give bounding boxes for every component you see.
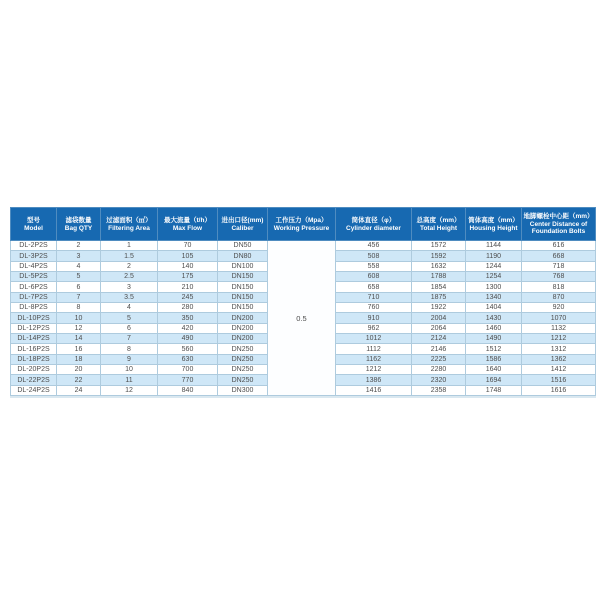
cell: 2064: [412, 323, 466, 333]
cell: 2004: [412, 313, 466, 323]
cell: 1632: [412, 261, 466, 271]
model-cell: DL-2P2S: [11, 241, 57, 251]
cell: 2225: [412, 354, 466, 364]
cell: 16: [57, 344, 101, 354]
cell: 1386: [336, 375, 412, 385]
cell: 1616: [522, 385, 596, 395]
cell: 12: [57, 323, 101, 333]
cell: 1430: [466, 313, 522, 323]
cell: DN150: [218, 282, 268, 292]
column-header: 型号 Model: [11, 208, 57, 241]
column-header: 工作压力（Mpa） Working Pressure: [268, 208, 336, 241]
cell: 1112: [336, 344, 412, 354]
cell: 710: [336, 292, 412, 302]
model-cell: DL-3P2S: [11, 251, 57, 261]
cell: 770: [158, 375, 218, 385]
cell: 1854: [412, 282, 466, 292]
cell: 1070: [522, 313, 596, 323]
cell: 490: [158, 334, 218, 344]
cell: 456: [336, 241, 412, 251]
cell: 1.5: [101, 251, 158, 261]
cell: 1144: [466, 241, 522, 251]
cell: 6: [101, 323, 158, 333]
cell: 1490: [466, 334, 522, 344]
model-cell: DL-5P2S: [11, 272, 57, 282]
cell: 1012: [336, 334, 412, 344]
cell: 105: [158, 251, 218, 261]
cell: 1875: [412, 292, 466, 302]
cell: 1922: [412, 303, 466, 313]
cell: 700: [158, 365, 218, 375]
cell: 1572: [412, 241, 466, 251]
cell: 2320: [412, 375, 466, 385]
cell: 1412: [522, 365, 596, 375]
cell: 1300: [466, 282, 522, 292]
cell: 10: [101, 365, 158, 375]
column-header: 进出口径(mm) Caliber: [218, 208, 268, 241]
cell: 870: [522, 292, 596, 302]
cell: DN250: [218, 375, 268, 385]
table-body: [11, 241, 596, 396]
cell: 1254: [466, 272, 522, 282]
cell: 1694: [466, 375, 522, 385]
cell: 9: [101, 354, 158, 364]
cell: 14: [57, 334, 101, 344]
cell: 3: [57, 251, 101, 261]
cell: 630: [158, 354, 218, 364]
cell: 1312: [522, 344, 596, 354]
cell: 2280: [412, 365, 466, 375]
model-cell: DL-14P2S: [11, 334, 57, 344]
cell: 1592: [412, 251, 466, 261]
cell: 668: [522, 251, 596, 261]
model-cell: DL-8P2S: [11, 303, 57, 313]
cell: 558: [336, 261, 412, 271]
cell: DN250: [218, 365, 268, 375]
cell: 608: [336, 272, 412, 282]
cell: 3: [101, 282, 158, 292]
cell: 2: [101, 261, 158, 271]
cell: 8: [101, 344, 158, 354]
cell: 22: [57, 375, 101, 385]
cell: 1460: [466, 323, 522, 333]
model-cell: DL-24P2S: [11, 385, 57, 395]
column-header: 地脚螺栓中心距（mm） Center Distance of Foundation Bolts: [522, 208, 596, 241]
column-header: 最大流量（t/h） Max Flow: [158, 208, 218, 241]
cell: 6: [57, 282, 101, 292]
cell: 7: [101, 334, 158, 344]
cell: 1212: [522, 334, 596, 344]
cell: DN150: [218, 303, 268, 313]
cell: 1212: [336, 365, 412, 375]
cell: 10: [57, 313, 101, 323]
table-row: [11, 241, 596, 251]
model-cell: DL-4P2S: [11, 261, 57, 271]
cell: 1340: [466, 292, 522, 302]
cell: DN150: [218, 272, 268, 282]
cell: DN150: [218, 292, 268, 302]
cell: 24: [57, 385, 101, 395]
cell: 1748: [466, 385, 522, 395]
cell: 920: [522, 303, 596, 313]
cell: DN80: [218, 251, 268, 261]
cell: 7: [57, 292, 101, 302]
cell: 18: [57, 354, 101, 364]
cell: 12: [101, 385, 158, 395]
cell: 1640: [466, 365, 522, 375]
column-header: 筒体直径（φ） Cylinder diameter: [336, 208, 412, 241]
cell: DN200: [218, 334, 268, 344]
cell: 8: [57, 303, 101, 313]
cell: 1788: [412, 272, 466, 282]
cell: 5: [101, 313, 158, 323]
cell: DN250: [218, 344, 268, 354]
column-header: 总高度（mm） Total Height: [412, 208, 466, 241]
cell: 5: [57, 272, 101, 282]
cell: DN100: [218, 261, 268, 271]
cell: DN300: [218, 385, 268, 395]
cell: DN200: [218, 313, 268, 323]
cell: 508: [336, 251, 412, 261]
cell: 616: [522, 241, 596, 251]
cell: 1: [101, 241, 158, 251]
cell: 1416: [336, 385, 412, 395]
model-cell: DL-18P2S: [11, 354, 57, 364]
cell: 560: [158, 344, 218, 354]
model-cell: DL-12P2S: [11, 323, 57, 333]
cell: 1132: [522, 323, 596, 333]
cell: 1190: [466, 251, 522, 261]
cell: 140: [158, 261, 218, 271]
cell: 280: [158, 303, 218, 313]
working-pressure-cell: 0.5: [268, 241, 336, 396]
column-header: 过滤面积（㎡） Filtering Area: [101, 208, 158, 241]
cell: 4: [57, 261, 101, 271]
cell: 2358: [412, 385, 466, 395]
cell: 1404: [466, 303, 522, 313]
model-cell: DL-10P2S: [11, 313, 57, 323]
cell: 2: [57, 241, 101, 251]
cell: 1516: [522, 375, 596, 385]
cell: 70: [158, 241, 218, 251]
cell: 1512: [466, 344, 522, 354]
model-cell: DL-22P2S: [11, 375, 57, 385]
cell: 420: [158, 323, 218, 333]
model-cell: DL-16P2S: [11, 344, 57, 354]
cell: 350: [158, 313, 218, 323]
cell: 2146: [412, 344, 466, 354]
cell: 4: [101, 303, 158, 313]
cell: 718: [522, 261, 596, 271]
cell: 768: [522, 272, 596, 282]
cell: 20: [57, 365, 101, 375]
column-header: 筒体高度（mm） Housing Height: [466, 208, 522, 241]
cell: 175: [158, 272, 218, 282]
spec-table: [10, 207, 596, 396]
cell: 245: [158, 292, 218, 302]
cell: DN200: [218, 323, 268, 333]
cell: 962: [336, 323, 412, 333]
cell: 1362: [522, 354, 596, 364]
cell: 2124: [412, 334, 466, 344]
cell: 1586: [466, 354, 522, 364]
cell: 1162: [336, 354, 412, 364]
cell: 760: [336, 303, 412, 313]
cell: 210: [158, 282, 218, 292]
cell: 818: [522, 282, 596, 292]
cell: 658: [336, 282, 412, 292]
header-row: [11, 208, 596, 241]
cell: 11: [101, 375, 158, 385]
cell: 3.5: [101, 292, 158, 302]
cell: 1244: [466, 261, 522, 271]
cell: 840: [158, 385, 218, 395]
cell: 2.5: [101, 272, 158, 282]
model-cell: DL-7P2S: [11, 292, 57, 302]
cell: 910: [336, 313, 412, 323]
column-header: 滤袋数量 Bag QTY: [57, 208, 101, 241]
model-cell: DL-20P2S: [11, 365, 57, 375]
cell: DN250: [218, 354, 268, 364]
cell: DN50: [218, 241, 268, 251]
model-cell: DL-6P2S: [11, 282, 57, 292]
